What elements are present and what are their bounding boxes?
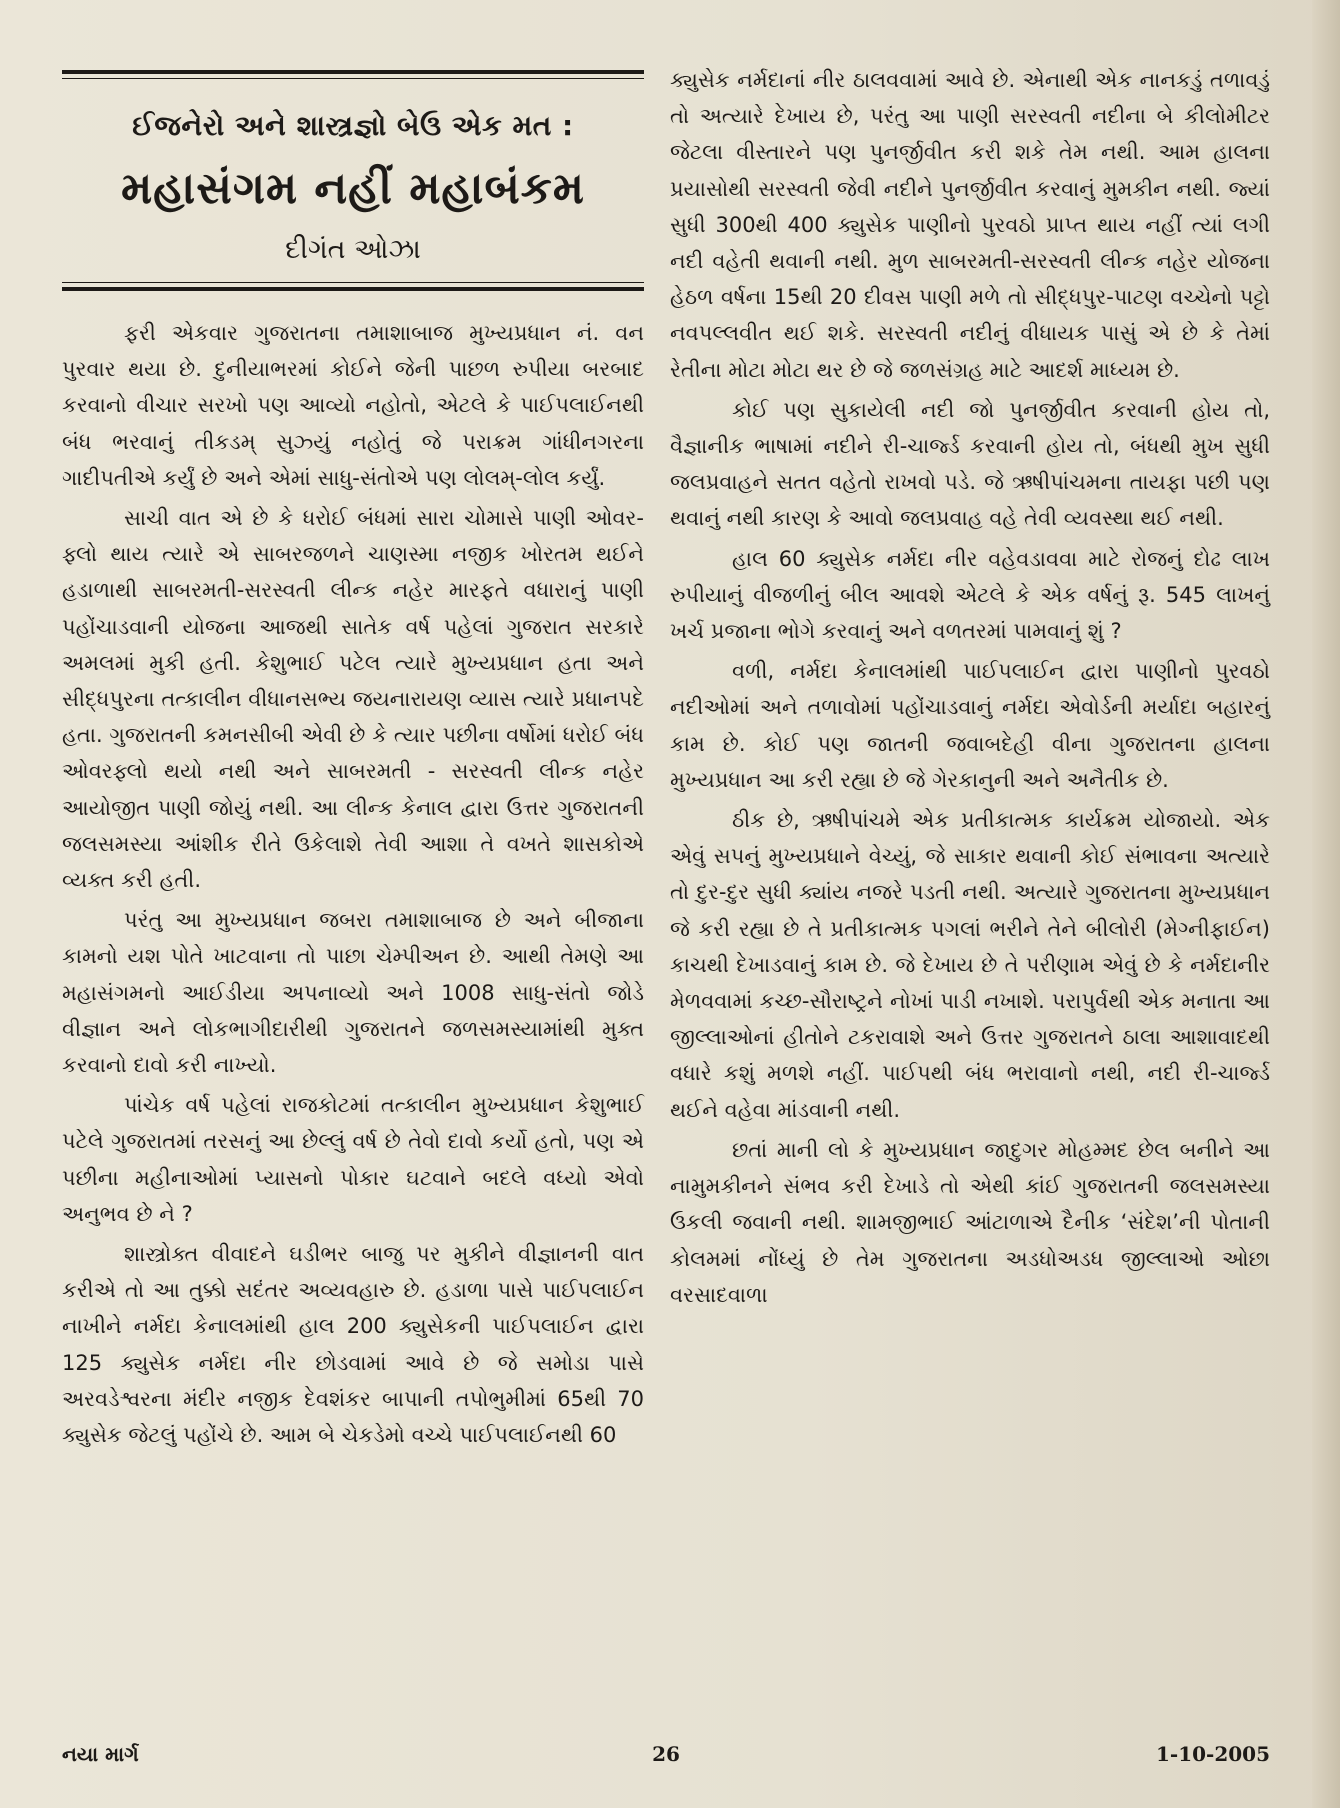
page-footer [62,1742,1270,1772]
left-column-body [62,315,644,1453]
paragraph: છતાં માની લો કે મુખ્યપ્રધાન જાદુગર મોહમ્મદ છેલ બનીને આ નામુમકીનને સંભવ કરી દેખાડે તો એથી કાંઈ ગુજરાતની જલસમસ્યા ઉકલી જવાની નથી. શામજીભાઈ આંટાળાએ દૈનીક ‘સંદેશ’ની પોતાની કોલમમાં નોંધ્યું છે તેમ ગુજરાતના અડધોઅડધ જીલ્લાઓ ઓછા વરસાદવાળા [670,1137,1270,1307]
paragraph: હાલ 60 ક્યુસેક નર્મદા નીર વહેવડાવવા માટે રોજનું દોઢ લાખ રુપીયાનું વીજળીનું બીલ આવશે એટલે કે એક વર્ષનું રૂ. 545 લાખનું ખર્ચ પ્રજાના ભોગે કરવાનું અને વળતરમાં પામવાનું શું ? [670,546,1270,644]
paragraph: શાસ્ત્રોક્ત વીવાદને ઘડીભર બાજુ પર મુકીને વીજ્ઞાનની વાત કરીએ તો આ તુક્કો સદંતર અવ્યવહારુ છે. હડાળા પાસે પાઈપલાઈન નાખીને નર્મદા કેનાલમાંથી હાલ 200 ક્યુસેકની પાઈપલાઈન દ્વારા 125 ક્યુસેક નર્મદા નીર છોડવામાં આવે છે જે સમોડા પાસે અરવડેશ્વરના મંદીર નજીક દેવશંકર બાપાની તપોભુમીમાં 65થી 70 ક્યુસેક જેટલું પહોંચે છે. આમ બે ચેકડેમો વચ્ચે પાઈપલાઈનથી 60 [62,1242,644,1448]
article-headline: મહાસંગમ નહીં મહાબંકમ [121,163,585,214]
paragraph: કોઈ પણ સુકાયેલી નદી જો પુનર્જીવીત કરવાની હોય તો, વૈજ્ઞાનીક ભાષામાં નદીને રી-ચાર્જ્ડ કરવાની હોય તો, બંધથી મુખ સુધી જલપ્રવાહને સતત વહેતો રાખવો પડે. જે ઋષીપાંચમના તાયફા પછી પણ થવાનું નથી કારણ કે આવો જલપ્રવાહ વહે તેવી વ્યવસ્થા થઈ નથી. [670,397,1270,531]
article-kicker: ઈજનેરો અને શાસ્ત્રજ્ઞો બેઉ એક મત : [132,109,574,142]
publication-name: નયા માર્ગ [62,1742,139,1766]
paragraph: ક્યુસેક નર્મદાનાં નીર ઠાલવવામાં આવે છે. એનાથી એક નાનકડું તળાવડું તો અત્યારે દેખાય છે, પરંતુ આ પાણી સરસ્વતી નદીના બે કીલોમીટર જેટલા વીસ્તારને પણ પુનર્જીવીત કરી શકે તેમ નથી. આમ હાલના પ્રયાસોથી સરસ્વતી જેવી નદીને પુનર્જીવીત કરવાનું મુમકીન નથી. જ્યાં સુધી 300થી 400 ક્યુસેક પાણીનો પુરવઠો પ્રાપ્ત થાય નહીં ત્યાં લગી નદી વહેતી થવાની નથી. મુળ સાબરમતી-સરસ્વતી લીન્ક નહેર યોજના હેઠળ વર્ષના 15થી 20 દીવસ પાણી મળે તો સીદ્ધપુર-પાટણ વચ્ચેનો પટ્ટો નવપલ્લવીત થઈ શકે. સરસ્વતી નદીનું વીધાયક પાસું એ છે કે તેમાં રેતીના મોટા મોટા થર છે જે જળસંગ્રહ માટે આદર્શ માધ્યમ છે. [670,68,1270,382]
paragraph: ફરી એકવાર ગુજરાતના તમાશાબાજ મુખ્યપ્રધાન નં. વન પુરવાર થયા છે. દુનીયાભરમાં કોઈને જેની પાછળ રુપીયા બરબાદ કરવાનો વીચાર સરખો પણ આવ્યો નહોતો, એટલે કે પાઈપલાઈનથી બંધ ભરવાનું તીકડમ્ સુઝ્યું નહોતું જે પરાક્રમ ગાંધીનગરના ગાદીપતીએ કર્યું છે અને એમાં સાધુ-સંતોએ પણ લોલમ્-લોલ કર્યું. [62,321,644,490]
header-rule-bottom [62,282,644,291]
left-column [62,70,644,1457]
right-column [670,62,1270,1317]
issue-date: 1-10-2005 [1155,1742,1270,1766]
page-edge [1312,0,1340,1808]
paragraph: સાચી વાત એ છે કે ધરોઈ બંધમાં સારા ચોમાસે પાણી ઓવર-ફ્લો થાય ત્યારે એ સાબરજળને ચાણસ્મા નજીક ખોરતમ થઈને હડાળાથી સાબરમતી-સરસ્વતી લીન્ક નહેર મારફતે વધારાનું પાણી પહોંચાડવાની યોજના આજથી સાતેક વર્ષ પહેલાં ગુજરાત સરકારે અમલમાં મુકી હતી. કેશુભાઈ પટેલ ત્યારે મુખ્યપ્રધાન હતા અને સીદ્ધપુરના તત્કાલીન વીધાનસભ્ય જયનારાયણ વ્યાસ ત્યારે પ્રધાનપદે હતા. ગુજરાતની કમનસીબી એવી છે કે ત્યાર પછીના વર્ષોમાં ધરોઈ બંધ ઓવરફ્લો થયો નથી અને સાબરમતી - સરસ્વતી લીન્ક નહેર આયોજીત પાણી જોયું નથી. આ લીન્ક કેનાલ દ્વારા ઉત્તર ગુજરાતની જલસમસ્યા આંશીક રીતે ઉકેલાશે તેવી આશા તે વખતે શાસકોએ વ્યક્ત કરી હતી. [62,506,644,893]
paragraph: પાંચેક વર્ષ પહેલાં રાજકોટમાં તત્કાલીન મુખ્યપ્રધાન કેશુભાઈ પટેલે ગુજરાતમાં તરસનું આ છેલ્લું વર્ષ છે તેવો દાવો કર્યો હતો, પણ એ પછીના મહીનાઓમાં પ્યાસનો પોકાર ઘટવાને બદલે વધ્યો એવો અનુભવ છે ને ? [62,1093,644,1226]
paragraph: ઠીક છે, ઋષીપાંચમે એક પ્રતીકાત્મક કાર્યક્રમ યોજાયો. એક એવું સપનું મુખ્યપ્રધાને વેચ્યું, જે સાકાર થવાની કોઈ સંભાવના અત્યારે તો દુર-દુર સુધી ક્યાંય નજરે પડતી નથી. અત્યારે ગુજરાતના મુખ્યપ્રધાન જે કરી રહ્યા છે તે પ્રતીકાત્મક પગલાં ભરીને તેને બીલોરી (મેગ્નીફાઈન) કાચથી દેખાડવાનું કામ છે. જે દેખાય છે તે પરીણામ એવું છે કે નર્મદાનીર મેળવવામાં કચ્છ-સૌરાષ્ટ્રને નોખાં પાડી નખાશે. પરાપુર્વથી એક મનાતા આ જીલ્લાઓનાં હીતોને ટકરાવાશે અને ઉત્તર ગુજરાતને ઠાલા આશાવાદથી વધારે કશું મળશે નહીં. પાઈપથી બંધ ભરાવાનો નથી, નદી રી-ચાર્જ્ડ થઈને વહેવા માંડવાની નથી. [670,808,1270,1122]
paragraph: વળી, નર્મદા કેનાલમાંથી પાઈપલાઈન દ્વારા પાણીનો પુરવઠો નદીઓમાં અને તળાવોમાં પહોંચાડવાનું નર્મદા એવોર્ડની મર્યાદા બહારનું કામ છે. કોઈ પણ જાતની જવાબદેહી વીના ગુજરાતના હાલના મુખ્યપ્રધાન આ કરી રહ્યા છે જે ગેરકાનુની અને અનૈતીક છે. [670,659,1270,792]
paragraph: પરંતુ આ મુખ્યપ્રધાન જબરા તમાશાબાજ છે અને બીજાના કામનો યશ પોતે ખાટવાના તો પાછા ચેમ્પીઅન છે. આથી તેમણે આ મહાસંગમનો આઈડીયા અપનાવ્યો અને 1008 સાધુ-સંતો જોડે વીજ્ઞાન અને લોકભાગીદારીથી ગુજરાતને જળસમસ્યામાંથી મુક્ત કરવાનો દાવો કરી નાખ્યો. [62,908,644,1078]
page-number: 26 [652,1742,680,1766]
article-byline: દીગંત ઓઝા [285,234,421,265]
header-rule-top [62,70,644,79]
